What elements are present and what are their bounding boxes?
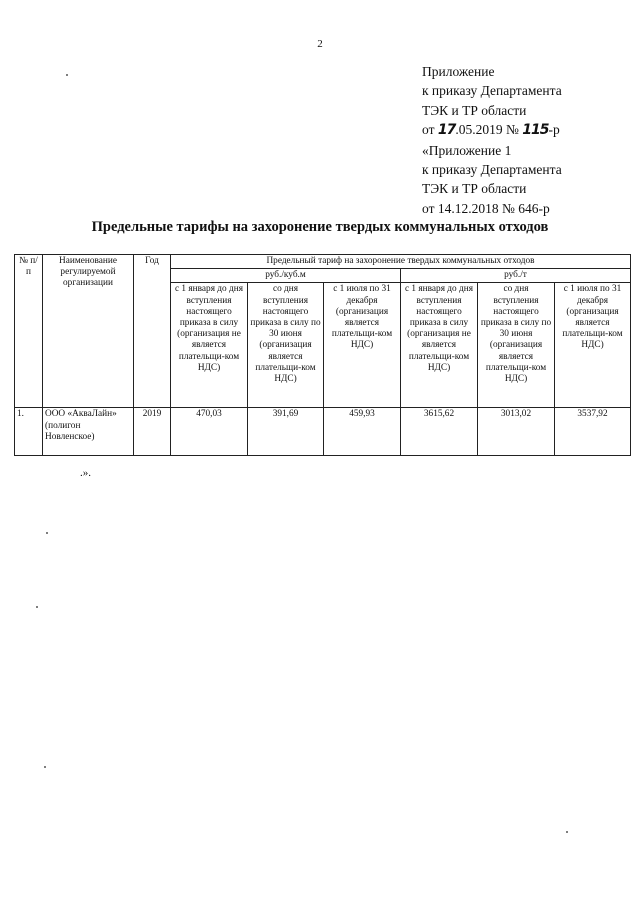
header-period: с 1 июля по 31 декабря (организация является плательщи-ком НДС) [324,283,401,408]
row-year: 2019 [134,408,171,456]
header-period: с 1 января до дня вступления настоящего приказа в силу (организация не является плательщи-ком НДС) [401,283,478,408]
document-title: Предельные тарифы на захоронение твердых коммунальных отходов [91,219,549,235]
appendix-line: ТЭК и ТР области [422,181,527,197]
page-number: 2 [317,38,323,50]
header-period: с 1 июля по 31 декабря (организация является плательщи-ком НДС) [555,283,631,408]
row-value: 3615,62 [401,408,478,456]
order-date-prefix: от [422,122,438,138]
appendix-line: ТЭК и ТР области [422,102,527,118]
table-row [15,408,631,456]
tariff-table [14,254,631,456]
appendix-line: «Приложение 1 [422,142,512,158]
header-period: с 1 января до дня вступления настоящего приказа в силу (организация не является плательщи-ком НДС) [171,283,248,408]
header-num: № п/п [15,255,43,408]
header-period: со дня вступления настоящего приказа в силу по 30 июня (организация является плательщи-ком НДС) [248,283,324,408]
row-value: 459,93 [324,408,401,456]
row-value: 3013,02 [478,408,555,456]
scan-speck [36,606,38,608]
row-num: 1. [15,408,43,456]
row-value: 391,69 [248,408,324,456]
row-value: 470,03 [171,408,248,456]
appendix-line: к приказу Департамента [422,162,562,178]
scan-speck [566,831,568,833]
header-year: Год [134,255,171,408]
row-value: 3537,92 [555,408,631,456]
appendix-line: от 14.12.2018 № 646-р [422,200,550,216]
handwritten-number: 115 [522,122,549,139]
appendix-line: к приказу Департамента [422,83,562,99]
header-unit-m3: руб./куб.м [171,269,401,283]
closing-quote: .». [80,467,91,479]
scan-speck [46,532,48,534]
scan-speck [44,766,46,768]
appendix-block [422,62,562,218]
order-date-line [422,120,562,140]
header-org-name: Наименование регулируемой организации [43,255,134,408]
scan-speck [66,74,68,76]
header-tariff-group: Предельный тариф на захоронение твердых коммунальных отходов [171,255,631,269]
row-org-name: ООО «АкваЛайн» (полигон Новленское) [43,408,134,456]
header-unit-t: руб./т [401,269,631,283]
header-period: со дня вступления настоящего приказа в силу по 30 июня (организация является плательщи-ком НДС) [478,283,555,408]
order-date-suffix: -р [548,122,560,138]
order-date-mid: .05.2019 № [455,122,523,138]
appendix-line: Приложение [422,64,495,79]
handwritten-day: 17 [437,122,456,139]
